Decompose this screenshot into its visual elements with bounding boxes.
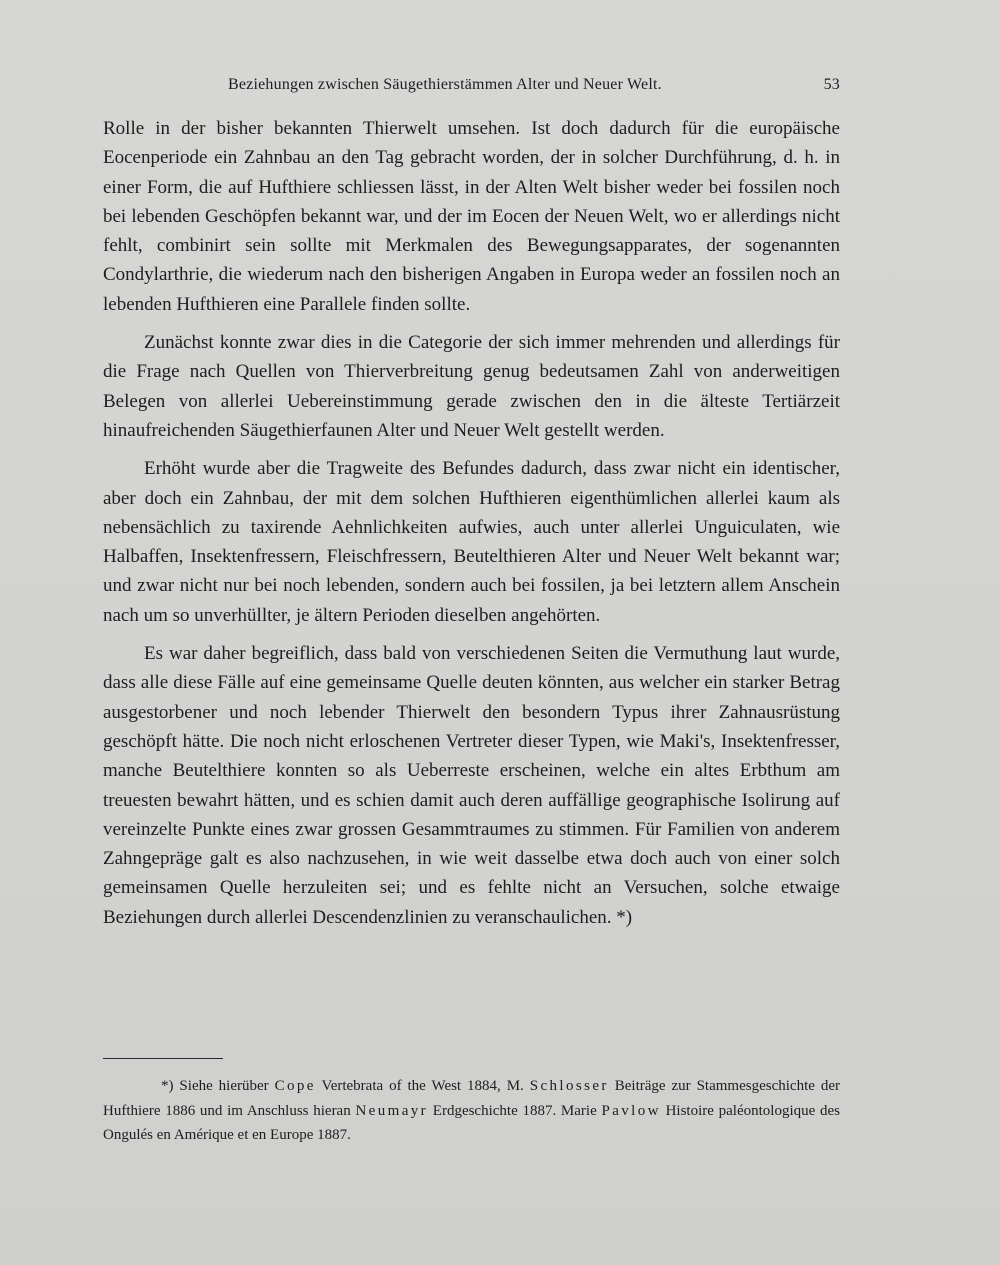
footnote-marker: *) [161, 1078, 174, 1094]
footnote-text: Beiträge zur Stammesgeschichte der Hufthiere 1886 und im Anschluss hieran [103, 1078, 840, 1119]
author-name: Cope [274, 1078, 316, 1094]
author-name: Pavlow [601, 1102, 661, 1119]
footnote-text: Siehe hierüber [173, 1078, 275, 1094]
paragraph: Erhöht wurde aber die Tragweite des Befundes dadurch, dass zwar nicht ein identischer, aber doch ein Zahnbau, der mit dem solchen Hufthieren eigenthümlichen allerlei kaum als nebensächlich zu taxirende Aehnlichkeiten aufwies, auch unter allerlei Unguiculaten, wie Halbaffen, Insektenfressern, Fleischfressern, Beutelthieren Alter und Neuer Welt bekannt war; und zwar nicht nur bei noch lebenden, sondern auch bei fossilen, ja bei letztern allem Anschein nach um so unverhüllter, je ältern Perioden dieselben angehörten. [103, 458, 840, 626]
footnote-text: Histoire paléontologique des Ongulés en Amérique et en Europe 1887. [103, 1102, 840, 1143]
paragraph: Zunächst konnte zwar dies in die Categorie der sich immer mehrenden und allerdings für die Frage nach Quellen von Thierverbreitung genug bedeutsamen Zahl von anderweitigen Belegen von allerlei Uebereinstimmung gerade zwischen den in die älteste Tertiärzeit hinaufreichenden Säugethierfaunen Alter und Neuer Welt gestellt werden. [103, 332, 840, 441]
running-title: Beziehungen zwischen Säugethierstämmen Alter und Neuer Welt. [228, 76, 662, 93]
author-name: Neumayr [355, 1102, 429, 1119]
footnote [103, 1074, 840, 1148]
footnote-rule [103, 1058, 223, 1059]
page-number: 53 [823, 76, 840, 93]
body-text [103, 114, 840, 932]
paragraph: Es war daher begreiflich, dass bald von verschiedenen Seiten die Vermuthung laut wurde, dass alle diese Fälle auf eine gemeinsame Quelle deuten könnten, aus welcher ein starker Betrag ausgestorbener und noch lebender Thierwelt den besondern Typus ihrer Zahnausrüstung geschöpft hätte. Die noch nicht erloschenen Vertreter dieser Typen, wie Maki's, Insektenfresser, manche Beutelthiere konnten so als Ueberreste erscheinen, welche ein altes Erbthum am treuesten bewahrt hätten, und es schien damit auch deren auffällige geographische Isolirung auf vereinzelte Punkte eines zwar grossen Gesammtraumes zu stimmen. Für Familien von anderem Zahngepräge galt es also nachzusehen, in wie weit dasselbe etwa doch auch von einer solch gemeinsamen Quelle herzuleiten sei; und es fehlte nicht an Versuchen, solche etwaige Beziehungen durch allerlei Descendenzlinien zu veranschaulichen. *) [103, 643, 840, 928]
footnote-text: Erdgeschichte 1887. Marie [428, 1102, 602, 1119]
running-head [103, 76, 840, 100]
footnote-text: Vertebrata of the West 1884, M. [315, 1078, 530, 1094]
author-name: Schlosser [529, 1078, 609, 1094]
paragraph-continuation: Rolle in der bisher bekannten Thierwelt umsehen. Ist doch dadurch für die europäische Eocenperiode ein Zahnbau an den Tag gebracht worden, der in solcher Durchführung, d. h. in einer Form, die auf Hufthiere schliessen lässt, in der Alten Welt bisher weder bei fossilen noch bei lebenden Geschöpfen bekannt war, und der im Eocen der Neuen Welt, wo er allerdings nicht fehlt, combinirt sein sollte mit Merkmalen des Bewegungsapparates, der sogenannten Condylarthrie, die wiederum nach den bisherigen Angaben in Europa weder an fossilen noch an lebenden Hufthieren eine Parallele finden sollte. [103, 118, 840, 315]
